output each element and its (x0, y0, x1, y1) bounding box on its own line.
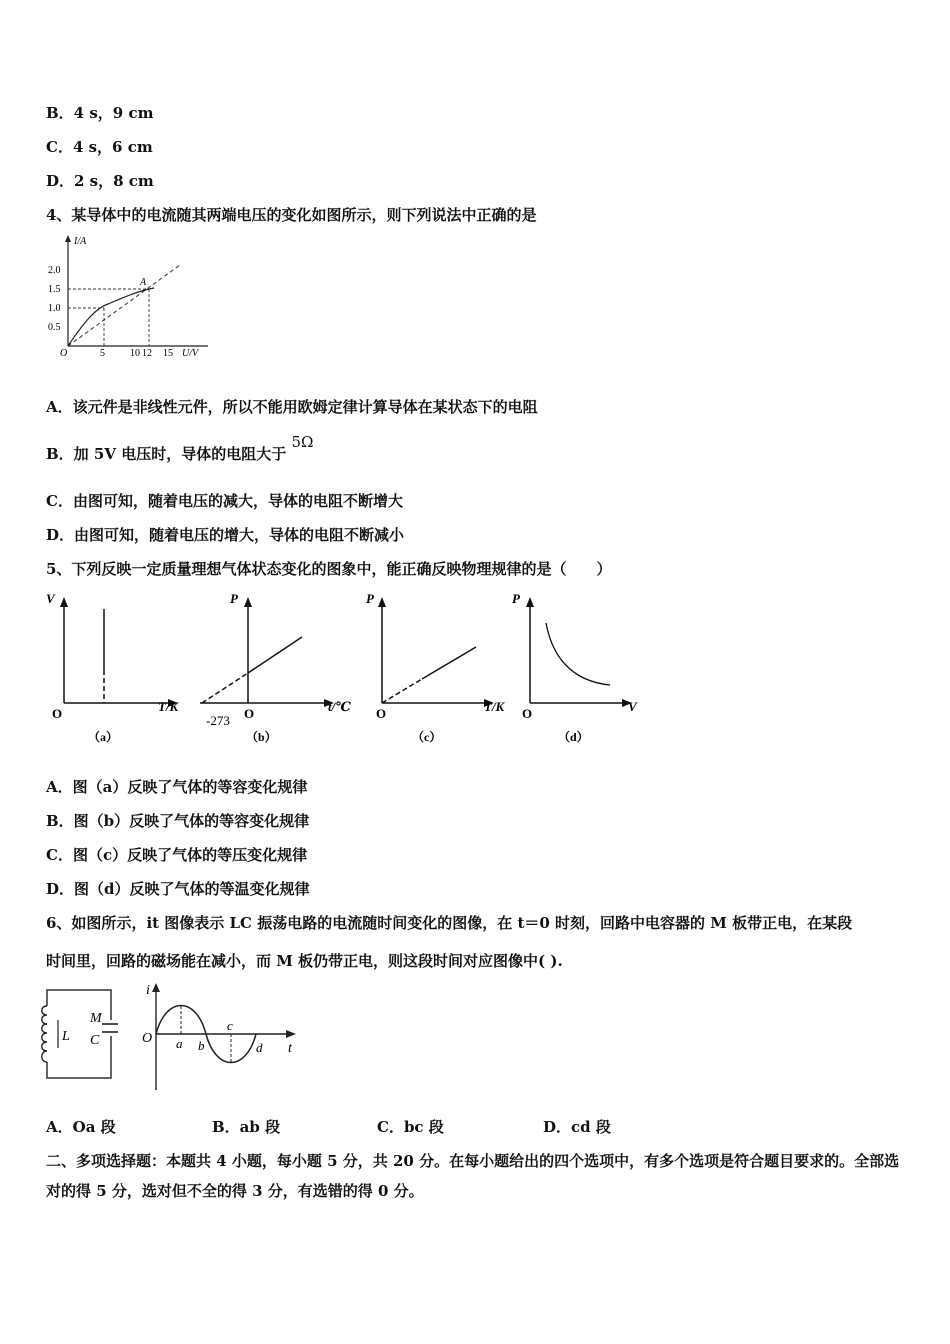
q5d-y-label: P (512, 591, 520, 606)
q6-option-a: A．Oa 段 (46, 1118, 116, 1136)
q3-option-b: B．4 s，9 cm (46, 104, 154, 122)
q5-option-d: D．图（d）反映了气体的等温变化规律 (46, 880, 310, 898)
q4-x-tick: 12 (142, 348, 152, 359)
q4-option-b (46, 433, 314, 464)
q5-graph-b (200, 591, 351, 744)
q5d-caption: （d） (558, 730, 589, 744)
q6-stem-line2: 时间里，回路的磁场能在减小，而 M 板仍带正电，则这段时间对应图像中( ). (46, 952, 563, 970)
q4-stem: 4、某导体中的电流随其两端电压的变化如图所示，则下列说法中正确的是 (46, 206, 537, 224)
q6-x-label: t (288, 1041, 292, 1056)
q4-y-tick: 1.5 (48, 284, 61, 295)
q5d-x-label: V (628, 699, 637, 714)
q5b-caption: （b） (246, 730, 277, 744)
q5-graph-d (512, 591, 638, 744)
q6-point-c: c (227, 1018, 233, 1033)
q6-point-a: a (176, 1036, 183, 1051)
q5a-x-label: T/K (158, 699, 179, 714)
q5b-x-label: t/℃ (328, 699, 351, 714)
q5-stem: 5、下列反映一定质量理想气体状态变化的图象中，能正确反映物理规律的是（ ） (46, 560, 612, 578)
q6-origin: O (142, 1031, 153, 1046)
q4-option-b-value: 5Ω (291, 433, 314, 451)
q6-point-b: b (198, 1038, 205, 1053)
q4-point-label: A (140, 277, 147, 288)
q5-option-c: C．图（c）反映了气体的等压变化规律 (46, 846, 308, 864)
q5-graph-c (366, 591, 506, 744)
q5c-origin: O (376, 706, 387, 721)
q5b-y-label: P (230, 591, 238, 606)
q3-option-d: D．2 s，8 cm (46, 172, 154, 190)
q3-option-c: C．4 s，6 cm (46, 138, 153, 156)
q5b-origin: O (244, 706, 255, 721)
q4-option-c: C．由图可知，随着电压的减大，导体的电阻不断增大 (46, 492, 403, 510)
q6-option-b: B．ab 段 (212, 1118, 281, 1136)
q4-x-tick: 10 (130, 348, 140, 359)
q4-origin-label: O (60, 348, 68, 359)
q6-inductor-label: L (62, 1029, 70, 1044)
q5b-extra: -273 (206, 713, 230, 728)
q4-iu-graph (44, 232, 224, 362)
q4-y-tick: 2.0 (48, 265, 61, 276)
q4-option-b-text: B．加 5V 电压时，导体的电阻大于 (46, 445, 287, 463)
q5-option-a: A．图（a）反映了气体的等容变化规律 (46, 778, 308, 796)
q5c-y-label: P (366, 591, 374, 606)
q5-graph-a (46, 591, 180, 744)
section2-heading: 二、多项选择题：本题共 4 小题，每小题 5 分，共 20 分。在每小题给出的四个选项中，有多个选项是符合题目要求的。全部选对的得 5 分，选对但不全的得 3 分，有选错的得 0 分。 (46, 1152, 900, 1200)
q5c-caption: （c） (412, 730, 442, 744)
q6-it-graph (140, 978, 310, 1093)
q4-option-a: A．该元件是非线性元件，所以不能用欧姆定律计算导体在某状态下的电阻 (46, 398, 538, 416)
q4-option-d: D．由图可知，随着电压的增大，导体的电阻不断减小 (46, 526, 405, 544)
q6-plate-label: M (90, 1011, 102, 1026)
q6-lc-circuit (40, 982, 120, 1087)
q5a-y-label: V (46, 591, 55, 606)
q5d-origin: O (522, 706, 533, 721)
q6-option-c: C．bc 段 (377, 1118, 444, 1136)
q4-y-tick: 1.0 (48, 303, 61, 314)
q5a-caption: （a） (88, 730, 119, 744)
q6-stem-line1: 6、如图所示，it 图像表示 LC 振荡电路的电流随时间变化的图像，在 t＝0 时刻，回路中电容器的 M 板带正电，在某段 (46, 914, 853, 932)
q6-option-d: D．cd 段 (543, 1118, 611, 1136)
q4-y-tick: 0.5 (48, 322, 61, 333)
q6-capacitor-label: C (90, 1033, 100, 1048)
q6-y-label: i (146, 983, 150, 998)
q4-x-tick: 15 (163, 348, 173, 359)
q5c-x-label: T/K (484, 699, 505, 714)
q5a-origin: O (52, 706, 63, 721)
q4-x-tick: 5 (100, 348, 105, 359)
q6-point-d: d (256, 1040, 263, 1055)
q4-y-axis-label: I/A (74, 236, 87, 247)
q5-option-b: B．图（b）反映了气体的等容变化规律 (46, 812, 310, 830)
q4-x-axis-label: U/V (182, 348, 199, 359)
q5-graphs (40, 585, 660, 750)
